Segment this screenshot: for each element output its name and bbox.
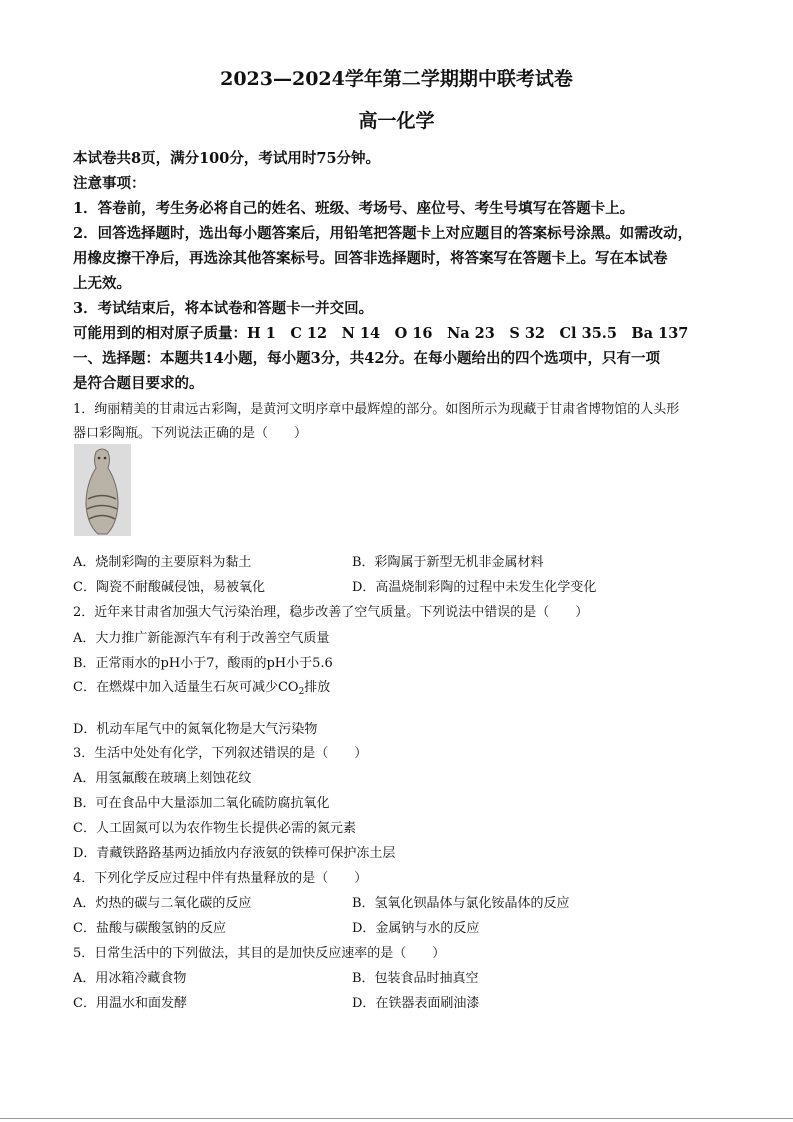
q2-stem: 2．近年来甘肃省加强大气污染治理，稳步改善了空气质量。下列说法中错误的是（ ）: [73, 605, 589, 620]
subject-title: 高一化学: [358, 110, 435, 132]
notice-2-line3: 上无效。: [73, 275, 131, 292]
q3-option-c: C．人工固氮可以为农作物生长提供必需的氮元素: [73, 821, 356, 836]
q4-option-c: C．盐酸与碳酸氢钠的反应: [73, 921, 226, 936]
co2-formula: $CO_2$: [277, 680, 305, 697]
q3-option-b: B．可在食品中大量添加二氧化硫防腐抗氧化: [73, 796, 330, 811]
q2-option-c: [73, 676, 330, 697]
q5-stem: 5．日常生活中的下列做法，其目的是加快反应速率的是（ ）: [73, 946, 446, 961]
q2-option-a: A．大力推广新能源汽车有利于改善空气质量: [73, 631, 330, 646]
q2-option-c-text: C．在燃煤中加入适量生石灰可减少: [73, 680, 278, 695]
atomic-masses: 可能用到的相对原子质量：H 1 C 12 N 14 O 16 Na 23 S 32 Cl 35.5 Ba 137: [73, 325, 689, 342]
q5-option-d: D．在铁器表面刷油漆: [352, 996, 480, 1011]
notice-1: 1．答卷前，考生务必将自己的姓名、班级、考场号、座位号、考生号填写在答题卡上。: [73, 200, 635, 217]
notice-3: 3．考试结束后，将本试卷和答题卡一并交回。: [73, 300, 374, 317]
exam-title: 2023—2024学年第二学期期中联考试卷: [220, 68, 573, 90]
q2-option-c-suffix: 排放: [304, 680, 331, 695]
q4-option-b: B．氢氧化钡晶体与氯化铵晶体的反应: [352, 896, 570, 911]
q1-option-b: B．彩陶属于新型无机非金属材料: [352, 555, 544, 570]
q1-stem-line2: 器口彩陶瓶。下列说法正确的是（ ）: [73, 426, 308, 441]
q2-option-b: B．正常雨水的pH小于7，酸雨的pH小于5.6: [73, 656, 333, 671]
notice-2-line1: 2．回答选择题时，选出每小题答案后，用铅笔把答题卡上对应题目的答案标号涂黑。如需改动，: [73, 225, 693, 242]
q5-option-a: A．用冰箱冷藏食物: [73, 971, 187, 986]
section-1-heading-line2: 是符合题目要求的。: [73, 375, 204, 392]
notice-2-line2: 用橡皮擦干净后，再选涂其他答案标号。回答非选择题时，将答案写在答题卡上。写在本试卷: [73, 250, 668, 267]
q3-option-a: A．用氢氟酸在玻璃上刻蚀花纹: [73, 771, 252, 786]
q2-option-d: D．机动车尾气中的氮氧化物是大气污染物: [73, 722, 318, 737]
q4-stem: 4．下列化学反应过程中伴有热量释放的是（ ）: [73, 871, 368, 886]
notice-heading: 注意事项：: [73, 175, 146, 192]
q5-option-b: B．包装食品时抽真空: [352, 971, 479, 986]
q4-option-a: A．灼热的碳与二氧化碳的反应: [73, 896, 252, 911]
q1-stem-line1: 1．绚丽精美的甘肃远古彩陶，是黄河文明序章中最辉煌的部分。如图所示为现藏于甘肃省博物馆的人头形: [73, 402, 680, 417]
q1-option-d: D．高温烧制彩陶的过程中未发生化学变化: [352, 580, 597, 595]
pottery-vase-image: [74, 444, 131, 536]
section-1-heading-line1: 一、选择题：本题共14小题，每小题3分，共42分。在每小题给出的四个选项中，只有一项: [73, 350, 660, 367]
q1-option-a: A．烧制彩陶的主要原料为黏土: [73, 555, 252, 570]
q5-option-c: C．用温水和面发酵: [73, 996, 187, 1011]
q3-stem: 3．生活中处处有化学，下列叙述错误的是（ ）: [73, 746, 368, 761]
exam-info: 本试卷共8页，满分100分，考试用时75分钟。: [73, 150, 381, 167]
q4-option-d: D．金属钠与水的反应: [352, 921, 480, 936]
q1-option-c: C．陶瓷不耐酸碱侵蚀，易被氧化: [73, 580, 265, 595]
page-bottom-divider: [0, 1118, 793, 1119]
q3-option-d: D．青藏铁路路基两边插放内存液氨的铁棒可保护冻土层: [73, 846, 396, 861]
